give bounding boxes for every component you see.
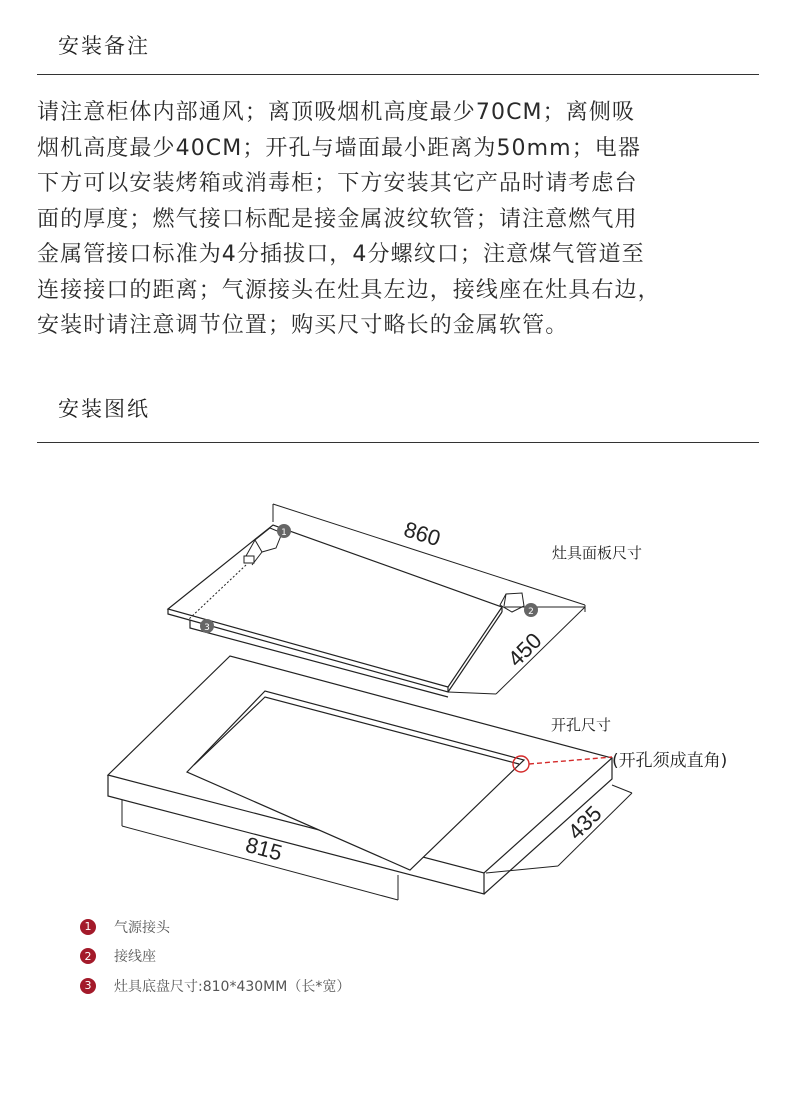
marker-2 <box>524 603 538 617</box>
panel-size-label: 灶具面板尺寸 <box>552 544 643 562</box>
dim-cutout-length: 815 <box>242 831 285 866</box>
section-divider <box>37 74 759 75</box>
legend-number-badge: 3 <box>80 978 96 994</box>
legend-number-badge: 2 <box>80 948 96 964</box>
terminal-block-fitting <box>500 593 524 612</box>
countertop <box>108 656 612 894</box>
dim-panel-width: 450 <box>502 627 547 672</box>
notes-line: 连接接口的距离；气源接头在灶具左边，接线座在灶具右边， <box>37 277 661 303</box>
notes-line: 面的厚度；燃气接口标配是接金属波纹软管；请注意燃气用 <box>37 206 638 232</box>
legend-text: 灶具底盘尺寸:810*430MM（长*宽） <box>114 978 351 995</box>
dim-cutout-width: 435 <box>562 800 607 845</box>
legend-item <box>80 942 350 972</box>
marker-3 <box>200 619 214 633</box>
notes-line: 烟机高度最少40CM；开孔与墙面最小距离为50mm；电器 <box>37 135 641 161</box>
section-title-install-drawing: 安装图纸 <box>58 397 150 421</box>
notes-line: 安装时请注意调节位置；购买尺寸略长的金属软管。 <box>37 313 569 338</box>
legend-number-badge: 1 <box>80 919 96 935</box>
installation-diagram <box>0 470 790 910</box>
legend-text: 气源接头 <box>114 919 170 936</box>
svg-text:1: 1 <box>281 528 287 538</box>
legend-item <box>80 912 350 942</box>
marker-1 <box>277 524 291 538</box>
corner-note: (开孔须成直角) <box>612 751 728 771</box>
legend-item <box>80 971 350 1001</box>
svg-text:3: 3 <box>204 623 210 633</box>
section-title-install-notes: 安装备注 <box>58 34 150 58</box>
cutout-size-label: 开孔尺寸 <box>551 716 612 734</box>
legend-text: 接线座 <box>114 949 156 966</box>
legend <box>80 912 350 1001</box>
notes-line: 请注意柜体内部通风；离顶吸烟机高度最少70CM；离侧吸 <box>37 100 636 125</box>
dim-panel-length: 860 <box>400 516 444 552</box>
notes-line: 下方可以安装烤箱或消毒柜；下方安装其它产品时请考虑台 <box>37 171 638 196</box>
section-divider <box>37 442 759 443</box>
notes-line: 金属管接口标准为4分插拔口，4分螺纹口；注意煤气管道至 <box>37 242 645 267</box>
install-notes-text <box>37 95 767 344</box>
svg-text:2: 2 <box>528 607 534 617</box>
